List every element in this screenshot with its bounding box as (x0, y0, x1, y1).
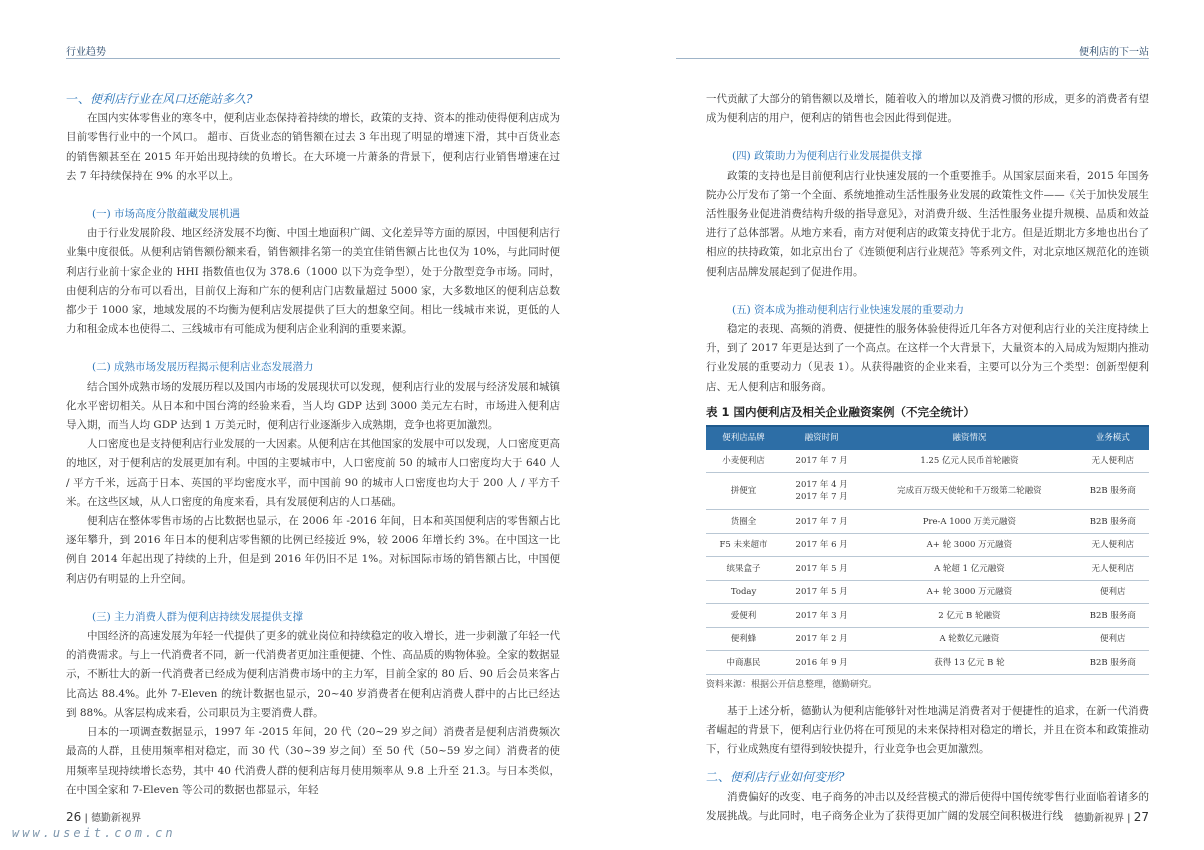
table-cell-brand: 货圈全 (706, 510, 781, 534)
table-cell-brand: F5 未来超市 (706, 533, 781, 557)
table-cell-brand: 爱便利 (706, 604, 781, 628)
paragraph-2b: 人口密度也是支持便利店行业发展的一大因素。从便利店在其他国家的发展中可以发现，人口密度更高的地区，对于便利店的发展更加有利。中国的主要城市中，人口密度前 50 的城市人口密度均大于 640 人 / 平方千米，远高于日本、英国的平均密度水平，而中国前 90 的城市人口密度也均大于 200 人 / 平方千米。在这些区域，从人口密度的角度来看，具有发展便利店的人口基础。 (66, 438, 560, 508)
paragraph-2a: 结合国外成熟市场的发展历程以及国内市场的发展现状可以发现，便利店行业的发展与经济发展和城镇化水平密切相关。从日本和中国台湾的经验来看，当人均 GDP 达到 3000 美元左右时，市场进入便利店导入期，而当人均 GDP 达到 1 万美元时，便利店行业逐渐步入成熟期，竞争也将更加激烈。 (66, 380, 560, 432)
table-cell-model: 无人便利店 (1077, 557, 1149, 581)
paragraph-3b: 日本的一项调查数据显示，1997 年 -2015 年间，20 代（20~29 岁之间）消费者是便利店消费频次最高的人群，且使用频率相对稳定，而 30 代（30~39 岁之间）至 50 代（50~59 岁之间）消费者的使用频率呈现持续增长态势，其中 40 代消费人群的便利店每月使用频率从 9.8 上升至 21.3。与日本类似，在中国全家和 7-Eleven 等公司的数据也都显示，年轻 (66, 726, 560, 796)
table-cell-deal: 完成百万级天使轮和千万级第二轮融资 (862, 473, 1076, 510)
table-cell-deal: A+ 轮 3000 万元融资 (862, 580, 1076, 604)
table-cell-model: B2B 服务商 (1077, 604, 1149, 628)
paragraph-section-2: 消费偏好的改变、电子商务的冲击以及经营模式的滞后使得中国传统零售行业面临着诸多的发展挑战。与此同时，电子商务企业为了获得更加广阔的发展空间积极进行线 (706, 790, 1149, 822)
subheading-4: (四) 政策助力为便利店行业发展提供支撑 (732, 150, 923, 163)
table-body (706, 450, 1149, 675)
header-rule-left (66, 58, 560, 59)
table-row (706, 651, 1149, 675)
table-cell-model: B2B 服务商 (1077, 473, 1149, 510)
table-cell-brand: 拼便宜 (706, 473, 781, 510)
table-cell-model: B2B 服务商 (1077, 651, 1149, 675)
table-source-note: 资料来源：根据公开信息整理，德勤研究。 (706, 679, 878, 690)
table-row (706, 510, 1149, 534)
footer-left-text: | 德勤新视界 (84, 813, 142, 824)
table-cell-brand: 小麦便利店 (706, 450, 781, 473)
table-row (706, 450, 1149, 473)
table-row (706, 580, 1149, 604)
table-cell-time: 2017 年 7 月 (781, 450, 862, 473)
footer-right-text: 德勤新视界 | (1073, 813, 1131, 824)
table-cell-time: 2017 年 5 月 (781, 557, 862, 581)
table-cell-deal: 2 亿元 B 轮融资 (862, 604, 1076, 628)
table-row (706, 604, 1149, 628)
table-cell-brand: 便利蜂 (706, 627, 781, 651)
table-cell-brand: 缤果盒子 (706, 557, 781, 581)
table-cell-deal: A 轮数亿元融资 (862, 627, 1076, 651)
footer-right (1074, 809, 1149, 824)
left-column (66, 90, 560, 800)
table-cell-deal: 1.25 亿元人民币首轮融资 (862, 450, 1076, 473)
right-column (706, 90, 1149, 826)
table-cell-time: 2017 年 3 月 (781, 604, 862, 628)
table-header-brand: 便利店品牌 (706, 426, 781, 450)
financing-table (706, 425, 1149, 675)
table-cell-brand: Today (706, 580, 781, 604)
footer-left (66, 809, 141, 824)
watermark-text: www.useit.com.cn (12, 826, 176, 840)
table-cell-brand: 中商惠民 (706, 651, 781, 675)
table-cell-time: 2017 年 7 月 (781, 510, 862, 534)
section-heading-2-prefix: 二、 (706, 770, 731, 785)
table-header-row (706, 426, 1149, 450)
table-cell-model: 无人便利店 (1077, 450, 1149, 473)
table-cell-deal: Pre-A 1000 万美元融资 (862, 510, 1076, 534)
table-header-model: 业务模式 (1077, 426, 1149, 450)
subheading-5: (五) 资本成为推动便利店行业快速发展的重要动力 (732, 303, 965, 316)
section-heading-2 (706, 768, 1149, 787)
paragraph-2c: 便利店在整体零售市场的占比数据也显示，在 2006 年 -2016 年间，日本和英国便利店的零售额占比逐年攀升，到 2016 年日本的便利店零售额的比例已经接近 9%，较 2006 年增长约 3%。在中国这一比例自 2014 年起出现了持续的上升，但是到 2016 年仍旧不足 1%。对标国际市场的销售额占比，中国便利店仍有明显的上升空间。 (66, 515, 560, 585)
running-header-right: 便利店的下一站 (1079, 47, 1149, 58)
table-cell-model: B2B 服务商 (1077, 510, 1149, 534)
table-header-time: 融资时间 (781, 426, 862, 450)
running-header-left: 行业趋势 (66, 47, 106, 58)
table-header-deal: 融资情况 (862, 426, 1076, 450)
table-cell-model: 便利店 (1077, 580, 1149, 604)
paragraph-5: 稳定的表现、高频的消费、便捷性的服务体验使得近几年各方对便利店行业的关注度持续上升，到了 2017 年更是达到了一个高点。在这样一个大背景下，大量资本的入局成为短期内推动行业发展的重要动力（见表 1）。从获得融资的企业来看，主要可以分为三个类型：创新型便利店、无人便利店和服务商。 (706, 323, 1149, 393)
table-cell-model: 便利店 (1077, 627, 1149, 651)
paragraph-1: 由于行业发展阶段、地区经济发展不均衡、中国土地面积广阔、文化差异等方面的原因，中国便利店行业集中度很低。从便利店销售额份额来看，销售额排名第一的美宜佳销售额占比也仅为 10%，与此同时便利店行业前十家企业的 HHI 指数值也仅为 378.6（1000 以下为竞争型），处于分散型竞争市场。同时，由便利店的分布可以看出，目前仅上海和广东的便利店门店数量超过 5000 家，大多数地区的便利店总数都少于 1000 家，地域发展的不均衡为便利店发展提供了巨大的想象空间。相比一线城市来说，更低的人力和租金成本也使得二、三线城市有可能成为便利店企业利润的重要来源。 (66, 227, 560, 336)
table-row (706, 557, 1149, 581)
paragraph-after-table: 基于上述分析，德勤认为便利店能够针对性地满足消费者对于便捷性的追求，在新一代消费者崛起的背景下，便利店行业仍将在可预见的未来保持相对稳定的增长，并且在资本和政策推动下，行业成熟度有望得到较快提升，行业竞争也会更加激烈。 (706, 704, 1149, 756)
subheading-3: (三) 主力消费人群为便利店持续发展提供支撑 (92, 610, 304, 623)
table-cell-time: 2017 年 4 月 2017 年 7 月 (781, 473, 862, 510)
paragraph-3a: 中国经济的高速发展为年轻一代提供了更多的就业岗位和持续稳定的收入增长，进一步刺激了年轻一代的消费需求。与上一代消费者不同，新一代消费者更加注重便捷、个性、高品质的购物体验。全家的数据显示，不断壮大的新一代消费者已经成为便利店消费市场中的主力军，目前全家的 80 后、90 后会员来客占比高达 88.4%。此外 7-Eleven 的统计数据也显示，20~40 岁消费者在便利店消费人群中的占比已经达到 88%。从客层构成来看，公司职员为主要消费人群。 (66, 630, 560, 719)
paragraph-intro: 在国内实体零售业的寒冬中，便利店业态保持着持续的增长，政策的支持、资本的推动使得便利店成为目前零售行业中的一个风口。 超市、百货业态的销售额在过去 3 年出现了明显的增速下滑，其中百货业态的销售额甚至在 2015 年开始出现持续的负增长。在大环境一片萧条的背景下，便利店行业销售增速在过去 7 年持续保持在 9% 的水平以上。 (66, 112, 560, 182)
table-row (706, 473, 1149, 510)
section-heading-1-text: 便利店行业在风口还能站多久? (90, 92, 253, 106)
section-heading-1 (66, 90, 560, 109)
subheading-2: (二) 成熟市场发展历程揭示便利店业态发展潜力 (92, 361, 314, 374)
table-row (706, 533, 1149, 557)
table-cell-time: 2017 年 2 月 (781, 627, 862, 651)
table-row (706, 627, 1149, 651)
table-cell-time: 2017 年 5 月 (781, 580, 862, 604)
paragraph-continued: 一代贡献了大部分的销售额以及增长，随着收入的增加以及消费习惯的形成，更多的消费者有望成为便利店的用户，便利店的销售也会因此得到促进。 (706, 93, 1149, 125)
section-heading-2-text: 便利店行业如何变形? (730, 770, 845, 785)
table-cell-model: 无人便利店 (1077, 533, 1149, 557)
table-cell-deal: A+ 轮 3000 万元融资 (862, 533, 1076, 557)
table-title: 表 1 国内便利店及相关企业融资案例（不完全统计） (706, 404, 976, 419)
table-cell-time: 2016 年 9 月 (781, 651, 862, 675)
subheading-1: (一) 市场高度分散蕴藏发展机遇 (92, 208, 241, 221)
header-rule-right (676, 58, 1149, 59)
table-cell-deal: 获得 13 亿元 B 轮 (862, 651, 1076, 675)
page-number-right: 27 (1133, 810, 1149, 824)
table-cell-deal: A 轮超 1 亿元融资 (862, 557, 1076, 581)
table-cell-time: 2017 年 6 月 (781, 533, 862, 557)
page-number-left: 26 (66, 810, 82, 824)
section-heading-1-prefix: 一、 (66, 92, 91, 106)
paragraph-4: 政策的支持也是目前便利店行业快速发展的一个重要推手。从国家层面来看，2015 年国务院办公厅发布了第一个全面、系统地推动生活性服务业发展的政策性文件——《关于加快发展生活性服务业促进消费结构升级的指导意见》，对消费升级、生活性服务业提升规模、品质和效益进行了总体部署。从地方来看，南方对便利店的政策支持优于北方。但是近期北方多地也出台了相应的扶持政策，如北京出台了《连锁便利店行业规范》等系列文件，对北京地区规范化的连锁便利店品牌发展起到了促进作用。 (706, 169, 1149, 278)
